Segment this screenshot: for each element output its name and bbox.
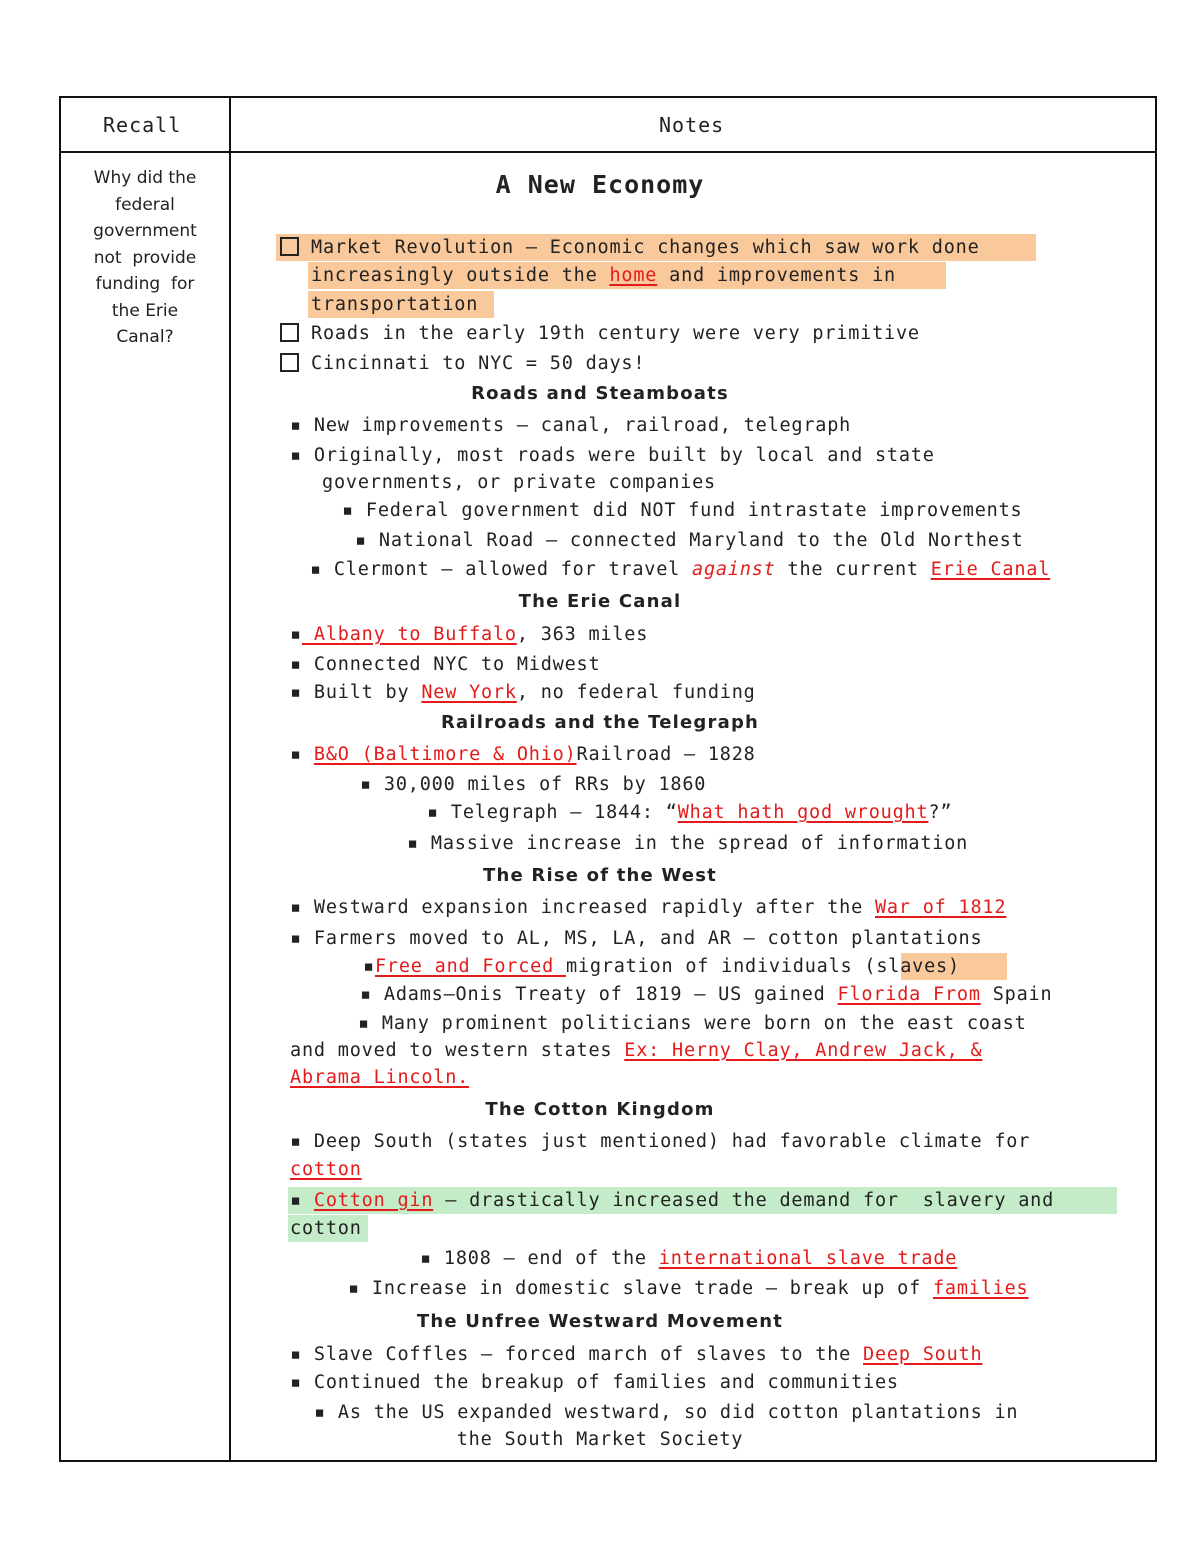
- section-heading: The Rise of the West: [483, 865, 717, 886]
- bullet-item: and moved to western states Ex: Herny Clay, Andrew Jack, &: [290, 1040, 983, 1061]
- bullet-item: ▪ Originally, most roads were built by local and state: [290, 445, 935, 466]
- table-right-border: [1155, 96, 1157, 1462]
- checkbox-icon[interactable]: [280, 323, 299, 342]
- recall-line: federal: [115, 194, 175, 215]
- bullet-item: ▪ 1808 – end of the international slave trade: [420, 1248, 958, 1269]
- notes-column-header: Notes: [659, 113, 725, 137]
- bullet-item: ▪ National Road – connected Maryland to the Old Northest: [355, 530, 1024, 551]
- bullet-item: ▪ Federal government did NOT fund intrastate improvements: [342, 500, 1023, 521]
- note-line: transportation: [311, 294, 479, 315]
- section-heading: Roads and Steamboats: [471, 383, 729, 404]
- recall-line: Why did the: [93, 168, 197, 188]
- bullet-item: ▪ Telegraph – 1844: “What hath god wrought?”: [427, 802, 953, 823]
- section-heading: The Erie Canal: [518, 591, 682, 612]
- bullet-item: cotton: [290, 1218, 362, 1239]
- bullet-item: ▪ Massive increase in the spread of information: [407, 833, 969, 854]
- table-bottom-border: [59, 1460, 1157, 1462]
- recall-column-header: Recall: [103, 113, 182, 137]
- bullet-item: ▪ Cotton gin – drastically increased the demand for slavery and: [290, 1190, 1055, 1211]
- table-left-border: [59, 96, 61, 1462]
- section-heading: The Unfree Westward Movement: [416, 1311, 784, 1332]
- bullet-item: ▪ B&O (Baltimore & Ohio)Railroad – 1828: [290, 744, 756, 765]
- bullet-item: ▪ Increase in domestic slave trade – break up of families: [348, 1278, 1029, 1299]
- recall-line: not provide: [93, 247, 197, 268]
- bullet-item: ▪Free and Forced migration of individuals (slaves): [363, 956, 960, 977]
- bullet-item: ▪ Many prominent politicians were born on the east coast: [358, 1013, 1027, 1034]
- bullet-item: ▪ Albany to Buffalo, 363 miles: [290, 624, 649, 645]
- bullet-item: governments, or private companies: [322, 472, 716, 493]
- bullet-item: ▪ 30,000 miles of RRs by 1860: [360, 774, 707, 795]
- column-divider: [229, 96, 231, 1462]
- bullet-item: ▪ Connected NYC to Midwest: [290, 654, 601, 675]
- bullet-item: ▪ Farmers moved to AL, MS, LA, and AR – cotton plantations: [290, 928, 983, 949]
- checkbox-icon[interactable]: [280, 353, 299, 372]
- note-line: increasingly outside the home and improvements in: [311, 265, 896, 286]
- recall-line: the Erie: [111, 300, 179, 321]
- bullet-item: ▪ As the US expanded westward, so did cotton plantations in: [314, 1402, 1019, 1423]
- section-heading: Railroads and the Telegraph: [440, 712, 760, 733]
- note-line: Cincinnati to NYC = 50 days!: [311, 353, 646, 374]
- section-heading: The Cotton Kingdom: [485, 1099, 715, 1120]
- note-line: Roads in the early 19th century were very primitive: [311, 323, 920, 344]
- bullet-item: ▪ Deep South (states just mentioned) had favorable climate for: [290, 1131, 1031, 1152]
- bullet-item: Abrama Lincoln.: [290, 1067, 470, 1088]
- bullet-item: the South Market Society: [456, 1429, 744, 1450]
- header-divider: [59, 151, 1157, 153]
- bullet-item: ▪ Adams–Onis Treaty of 1819 – US gained Florida From Spain: [360, 984, 1053, 1005]
- bullet-item: ▪ Clermont – allowed for travel against the current Erie Canal: [310, 559, 1051, 580]
- term-home: home: [609, 265, 658, 286]
- bullet-item: ▪ Built by New York, no federal funding: [290, 682, 756, 703]
- note-line: Market Revolution – Economic changes which saw work done: [311, 237, 980, 258]
- recall-line: funding for: [95, 274, 195, 294]
- table-top-border: [59, 96, 1157, 98]
- bullet-item: ▪ New improvements – canal, railroad, telegraph: [290, 415, 852, 436]
- checkbox-icon[interactable]: [280, 237, 299, 256]
- page-title: A New Economy: [495, 170, 705, 199]
- bullet-item: cotton: [290, 1159, 362, 1180]
- recall-line: government: [93, 221, 197, 241]
- bullet-item: ▪ Continued the breakup of families and communities: [290, 1372, 899, 1393]
- recall-line: Canal?: [116, 327, 174, 347]
- bullet-item: ▪ Slave Coffles – forced march of slaves to the Deep South: [290, 1344, 983, 1365]
- bullet-item: ▪ Westward expansion increased rapidly after the War of 1812: [290, 897, 1007, 918]
